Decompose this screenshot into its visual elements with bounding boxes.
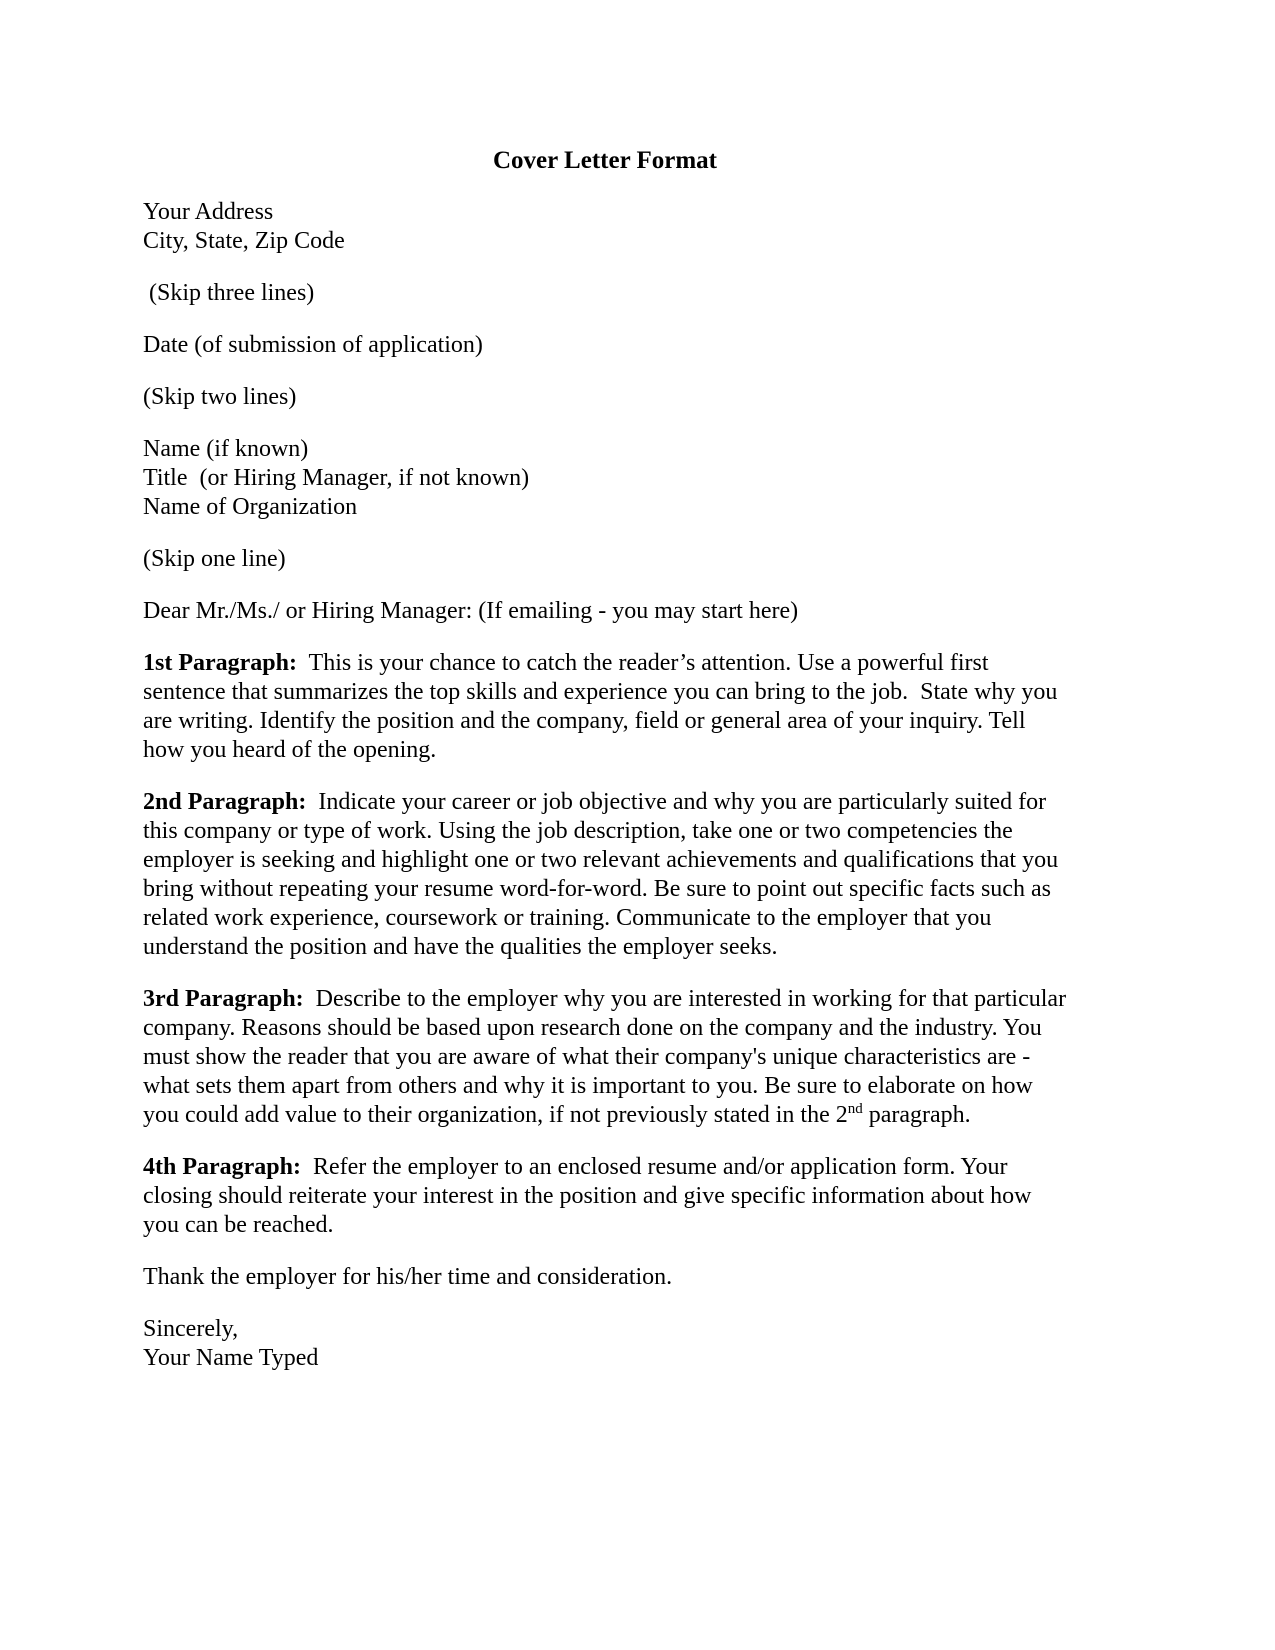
paragraph-3-ordinal-superscript: nd xyxy=(847,1101,863,1117)
paragraph-3 xyxy=(143,985,1073,1130)
paragraph-4-label: 4th Paragraph: xyxy=(143,1154,301,1180)
paragraph-3-label: 3rd Paragraph: xyxy=(143,986,304,1012)
recipient-block xyxy=(143,435,1067,522)
paragraph-1-label: 1st Paragraph: xyxy=(143,650,297,676)
paragraph-2-label: 2nd Paragraph: xyxy=(143,789,307,815)
salutation-line: Dear Mr./Ms./ or Hiring Manager: (If emailing - you may start here) xyxy=(143,598,799,624)
paragraph-2 xyxy=(143,788,1067,962)
recipient-organization-line: Name of Organization xyxy=(143,494,358,520)
closing-name-line: Your Name Typed xyxy=(143,1345,319,1371)
paragraph-4 xyxy=(143,1153,1067,1240)
recipient-title-line: Title (or Hiring Manager, if not known) xyxy=(143,465,530,491)
paragraph-3-text: Describe to the employer why you are interested in working for that particular company. Reasons should be based upon research done on the company and the industry. You must show the reader that you are aware of what their company's unique characteristics are - what sets them apart from others and why it is important to you. Be sure to elaborate on how you could add value to their organization, if not previously stated in the 2 xyxy=(143,986,1073,1128)
thanks-line: Thank the employer for his/her time and consideration. xyxy=(143,1264,673,1290)
sender-address-line: Your Address xyxy=(143,199,274,225)
paragraph-2-text: Indicate your career or job objective and why you are particularly suited for this company or type of work. Using the job description, take one or two competencies the employer is seeking and highlight one or two relevant achievements and qualifications that you bring without repeating your resume word-for-word. Be sure to point out specific facts such as related work experience, coursework or training. Communicate to the employer that you understand the position and have the qualities the employer seeks. xyxy=(143,789,1065,960)
sender-address-block xyxy=(143,198,1067,256)
skip-three-lines-note: (Skip three lines) xyxy=(143,280,315,306)
closing-block xyxy=(143,1315,1067,1373)
date-line: Date (of submission of application) xyxy=(143,332,483,358)
paragraph-1 xyxy=(143,649,1067,765)
document-title: Cover Letter Format xyxy=(493,147,717,174)
skip-two-lines-note: (Skip two lines) xyxy=(143,384,297,410)
recipient-name-line: Name (if known) xyxy=(143,436,309,462)
closing-sincerely-line: Sincerely, xyxy=(143,1316,239,1342)
paragraph-3-text-after: paragraph. xyxy=(862,1102,971,1128)
sender-address-line: City, State, Zip Code xyxy=(143,228,345,254)
paragraph-4-text: Refer the employer to an enclosed resume and/or application form. Your closing should reiterate your interest in the position and give specific information about how you can be reached. xyxy=(143,1154,1038,1238)
skip-one-line-note: (Skip one line) xyxy=(143,546,286,572)
paragraph-1-text: This is your chance to catch the reader’s attention. Use a powerful first sentence that summarizes the top skills and experience you can bring to the job. State why you are writing. Identify the position and the company, field or general area of your inquiry. Tell how you heard of the opening. xyxy=(143,650,1064,763)
